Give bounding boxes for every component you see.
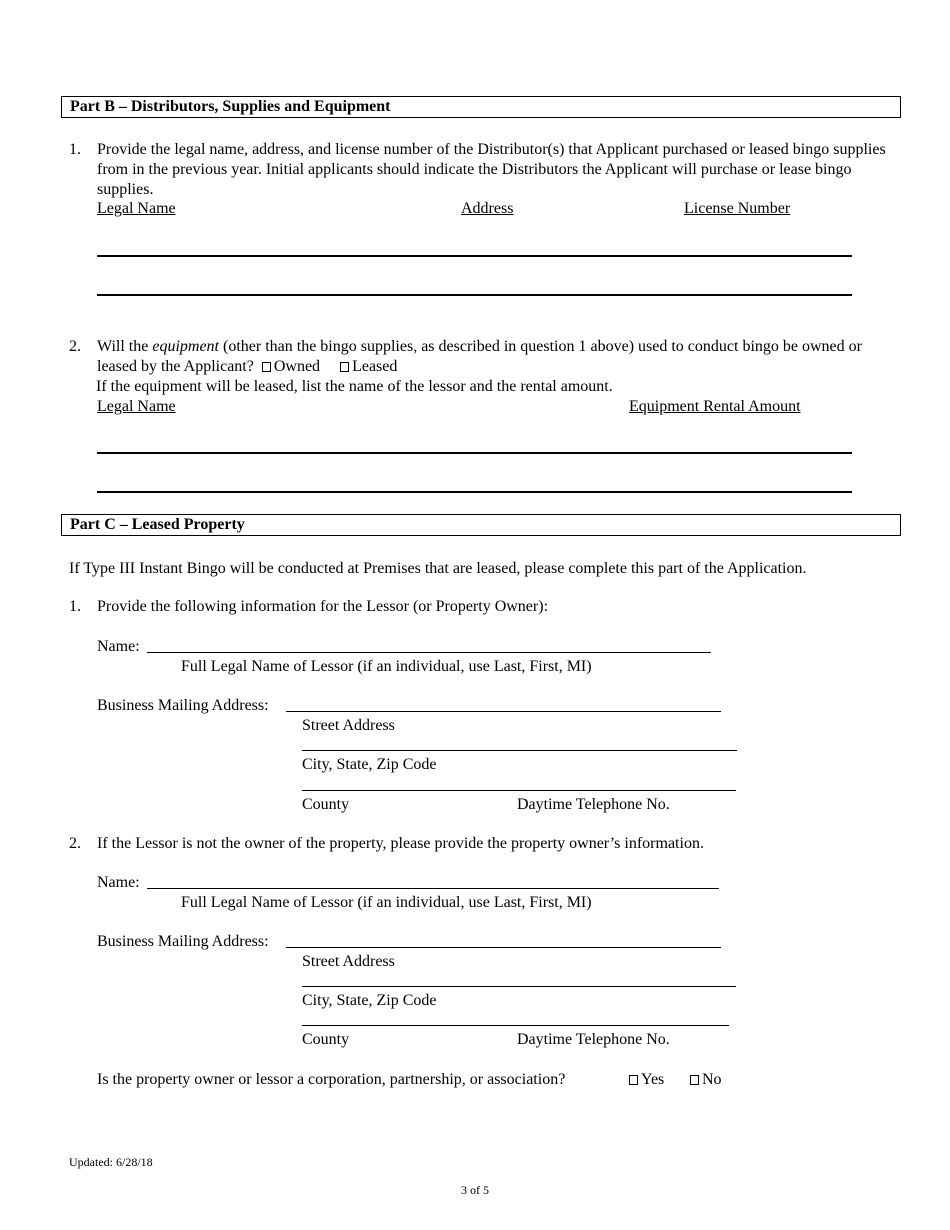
- q1-col-license: License Number: [684, 200, 791, 217]
- c-q2-name-field[interactable]: [147, 888, 719, 889]
- c-q1-address-label: Business Mailing Address:: [97, 697, 269, 714]
- c-q2-name-caption: Full Legal Name of Lessor (if an individual, use Last, First, MI): [181, 894, 592, 911]
- c-q2-street-caption: Street Address: [302, 953, 395, 970]
- q2-col-rental: Equipment Rental Amount: [629, 398, 801, 415]
- c-q1-name-field[interactable]: [147, 652, 711, 653]
- c-q1-name-caption: Full Legal Name of Lessor (if an individual, use Last, First, MI): [181, 658, 592, 675]
- no-label: No: [702, 1071, 722, 1088]
- c-q1-county-caption: County: [302, 796, 350, 813]
- part-b-header: Part B – Distributors, Supplies and Equipment: [61, 96, 901, 118]
- q1-number: 1.: [69, 141, 81, 158]
- yes-label: Yes: [641, 1071, 665, 1088]
- q1-col-legal-name: Legal Name: [97, 200, 176, 217]
- c-q2-address-label: Business Mailing Address:: [97, 933, 269, 950]
- leased-label: Leased: [352, 358, 398, 375]
- c-q2-phone-caption: Daytime Telephone No.: [517, 1031, 670, 1048]
- q2-number: 2.: [69, 338, 81, 355]
- page-number: 3 of 5: [461, 1183, 489, 1197]
- owned-checkbox[interactable]: [262, 362, 271, 372]
- c-q1-street-caption: Street Address: [302, 717, 395, 734]
- c-q2-corp-question: Is the property owner or lessor a corporation, partnership, or association?: [97, 1071, 566, 1088]
- no-checkbox[interactable]: [690, 1075, 699, 1085]
- yes-checkbox[interactable]: [629, 1075, 638, 1085]
- c-q1-phone-caption: Daytime Telephone No.: [517, 796, 670, 813]
- c-q1-county-phone-field[interactable]: [302, 790, 736, 791]
- c-q2-county-phone-field[interactable]: [302, 1025, 729, 1026]
- q2-entry-line-2[interactable]: [97, 491, 852, 493]
- q1-entry-line-1[interactable]: [97, 255, 852, 257]
- c-q2-city-field[interactable]: [302, 986, 736, 987]
- c-q1-city-caption: City, State, Zip Code: [302, 756, 437, 773]
- q2-entry-line-1[interactable]: [97, 452, 852, 454]
- q2-text: Will the equipment (other than the bingo supplies, as described in question 1 above) used to conduct bingo be owned or leased by the Applicant? Owned Leased: [97, 338, 862, 375]
- c-q1-city-field[interactable]: [302, 750, 737, 751]
- c-q1-number: 1.: [69, 598, 81, 615]
- updated-date: Updated: 6/28/18: [69, 1155, 153, 1169]
- q1-entry-line-2[interactable]: [97, 294, 852, 296]
- yes-option[interactable]: [629, 1070, 664, 1090]
- part-c-header: Part C – Leased Property: [61, 514, 901, 536]
- owned-label: Owned: [273, 358, 321, 375]
- c-q2-name-label: Name:: [97, 874, 140, 891]
- no-option[interactable]: [690, 1070, 722, 1090]
- c-q1-name-label: Name:: [97, 638, 140, 655]
- leased-checkbox[interactable]: [340, 362, 349, 372]
- c-q2-county-caption: County: [302, 1031, 350, 1048]
- c-q2-city-caption: City, State, Zip Code: [302, 992, 437, 1009]
- q2-note: If the equipment will be leased, list the name of the lessor and the rental amount.: [96, 378, 613, 395]
- part-c-intro: If Type III Instant Bingo will be conducted at Premises that are leased, please complete this part of the Application.: [69, 560, 807, 577]
- c-q1-street-field[interactable]: [286, 711, 721, 712]
- c-q2-number: 2.: [69, 835, 81, 852]
- c-q2-street-field[interactable]: [286, 947, 721, 948]
- q1-text: Provide the legal name, address, and license number of the Distributor(s) that Applicant purchased or leased bingo supplies from in the previous year. Initial applicants should indicate the Distributors the Applicant will purchase or lease bingo supplies.: [97, 141, 886, 198]
- c-q2-text: If the Lessor is not the owner of the property, please provide the property owner’s information.: [97, 835, 704, 852]
- q1-col-address: Address: [461, 200, 514, 217]
- q2-col-legal-name: Legal Name: [97, 398, 176, 415]
- c-q1-text: Provide the following information for the Lessor (or Property Owner):: [97, 598, 549, 615]
